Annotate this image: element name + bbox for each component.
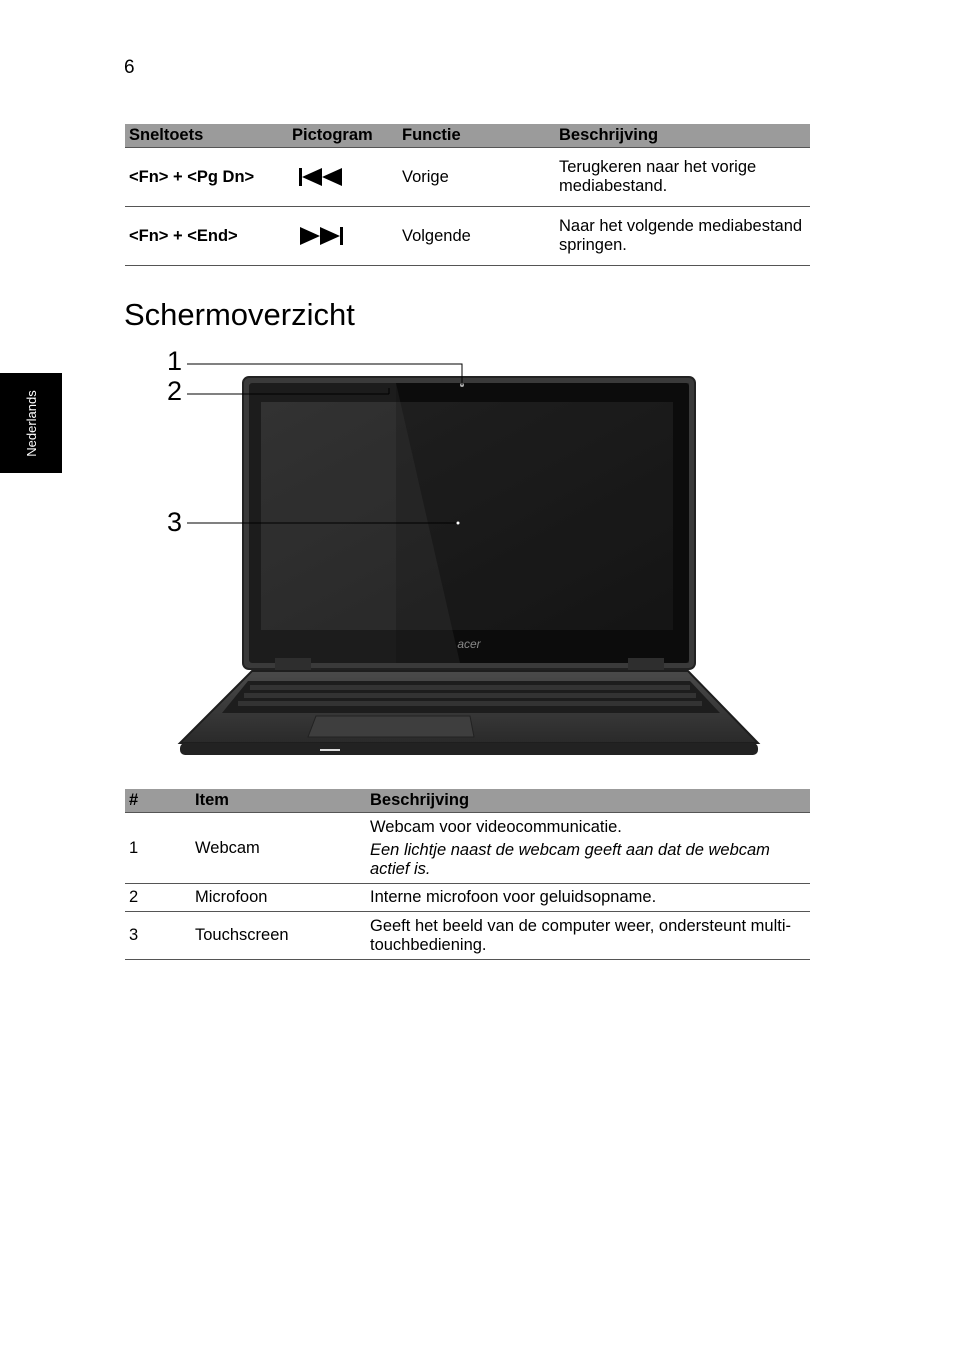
column-header: Item <box>191 789 366 813</box>
function-description: Naar het volgende mediabestand springen. <box>555 207 810 266</box>
column-header: Beschrijving <box>555 124 810 148</box>
item-description-text: Webcam voor videocommunicatie. <box>370 817 622 836</box>
item-description: Geeft het beeld van de computer weer, ondersteunt multi-touchbediening. <box>366 912 810 960</box>
items-table <box>125 789 810 960</box>
table-header-row <box>125 789 810 813</box>
callout-1: 1 <box>167 346 183 376</box>
table-row <box>125 884 810 912</box>
function-name: Vorige <box>398 148 555 207</box>
item-number: 3 <box>125 912 191 960</box>
item-number: 1 <box>125 813 191 884</box>
item-number: 2 <box>125 884 191 912</box>
next-track-icon <box>298 225 344 247</box>
column-header: Sneltoets <box>125 124 288 148</box>
shortcut-table <box>125 124 810 266</box>
previous-track-icon <box>298 166 344 188</box>
item-name: Webcam <box>191 813 366 884</box>
shortcut-key: <Fn> + <End> <box>125 207 288 266</box>
callout-3: 3 <box>167 507 183 537</box>
language-tab <box>0 373 62 473</box>
laptop-drawing <box>160 345 780 775</box>
section-title: Schermoverzicht <box>124 297 355 332</box>
table-row <box>125 207 810 266</box>
shortcut-key: <Fn> + <Pg Dn> <box>125 148 288 207</box>
function-description: Terugkeren naar het vorige mediabestand. <box>555 148 810 207</box>
laptop-illustration <box>160 345 780 775</box>
table-header-row <box>125 124 810 148</box>
column-header: Beschrijving <box>366 789 810 813</box>
item-description-note: Een lichtje naast de webcam geeft aan dat de webcam actief is. <box>370 840 770 878</box>
column-header: Pictogram <box>288 124 398 148</box>
language-tab-label: Nederlands <box>23 389 39 457</box>
table-row <box>125 813 810 884</box>
column-header: # <box>125 789 191 813</box>
table-row <box>125 912 810 960</box>
item-description: Interne microfoon voor geluidsopname. <box>366 884 810 912</box>
item-description <box>366 813 810 884</box>
table-row <box>125 148 810 207</box>
item-name: Touchscreen <box>191 912 366 960</box>
column-header: Functie <box>398 124 555 148</box>
function-name: Volgende <box>398 207 555 266</box>
page-number: 6 <box>124 57 135 78</box>
item-name: Microfoon <box>191 884 366 912</box>
callout-2: 2 <box>167 376 183 406</box>
brand-logo: acer <box>457 637 481 651</box>
